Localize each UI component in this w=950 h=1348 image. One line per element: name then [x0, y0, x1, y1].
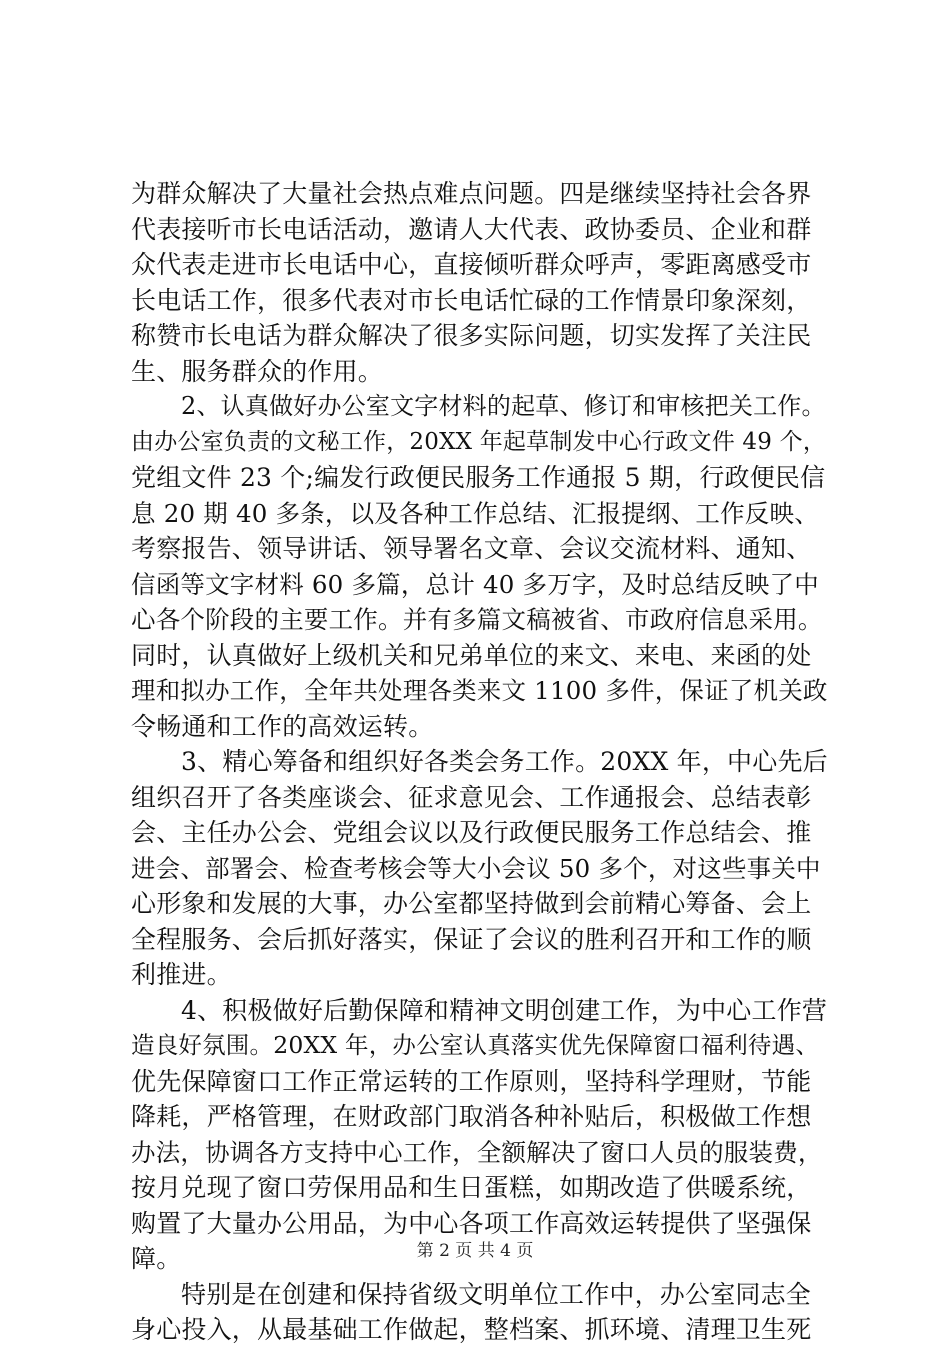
- text-line: 众代表走进市长电话中心，直接倾听群众呼声，零距离感受市: [131, 250, 812, 279]
- text-line: 按月兑现了窗口劳保用品和生日蛋糕，如期改造了供暖系统，: [131, 1173, 812, 1202]
- page-number: 第 2 页 共 4 页: [416, 1241, 534, 1261]
- text-line: 障。: [131, 1244, 182, 1273]
- text-line: 考察报告、领导讲话、领导署名文章、会议交流材料、通知、: [131, 534, 812, 563]
- paragraph-heading-4: 4、积极做好后勤保障和精神文明创建工作，为中心工作营: [181, 995, 828, 1025]
- paragraph-heading-2: 2、认真做好办公室文字材料的起草、修订和审核把关工作。: [181, 392, 826, 420]
- text-line: 代表接听市长电话活动，邀请人大代表、政协委员、企业和群: [131, 214, 812, 244]
- text-line: 心各个阶段的主要工作。并有多篇文稿被省、市政府信息采用。: [131, 605, 823, 634]
- paragraph-start: 特别是在创建和保持省级文明单位工作中，办公室同志全: [181, 1279, 812, 1309]
- text-line: 降耗，严格管理，在财政部门取消各种补贴后，积极做工作想: [131, 1102, 812, 1131]
- text-line: 息 20 期 40 多条，以及各种工作总结、汇报提纲、工作反映、: [131, 498, 819, 528]
- paragraph-heading-3: 3、精心筹备和组织好各类会务工作。20XX 年，中心先后: [181, 747, 828, 776]
- text-line: 优先保障窗口工作正常运转的工作原则，坚持科学理财，节能: [131, 1066, 812, 1096]
- text-line: 为群众解决了大量社会热点难点问题。四是继续坚持社会各界: [131, 179, 812, 208]
- text-line: 会、主任办公会、党组会议以及行政便民服务工作总结会、推: [131, 818, 812, 847]
- text-line: 称赞市长电话为群众解决了很多实际问题，切实发挥了关注民: [131, 321, 812, 350]
- text-line: 令畅通和工作的高效运转。: [131, 711, 434, 741]
- text-line: 由办公室负责的文秘工作，20XX 年起草制发中心行政文件 49 个，: [131, 428, 827, 455]
- text-line: 购置了大量办公用品，为中心各项工作高效运转提供了坚强保: [131, 1208, 812, 1238]
- text-line: 生、服务群众的作用。: [131, 356, 384, 386]
- page-footer: [0, 1240, 950, 1262]
- text-line: 同时，认真做好上级机关和兄弟单位的来文、来电、来函的处: [131, 640, 812, 670]
- text-line: 身心投入，从最基础工作做起，整档案、抓环境、清理卫生死: [131, 1315, 812, 1344]
- text-line: 理和拟办工作，全年共处理各类来文 1100 多件，保证了机关政: [131, 676, 828, 705]
- text-line: 利推进。: [131, 960, 232, 989]
- text-line: 进会、部署会、检查考核会等大小会议 50 多个，对这些事关中: [131, 853, 821, 883]
- text-line: 心形象和发展的大事，办公室都坚持做到会前精心筹备、会上: [131, 889, 812, 918]
- document-body: [131, 176, 831, 1348]
- text-line: 党组文件 23 个;编发行政便民服务工作通报 5 期，行政便民信: [131, 463, 826, 492]
- text-line: 信函等文字材料 60 多篇，总计 40 多万字，及时总结反映了中: [131, 569, 819, 599]
- text-line: 全程服务、会后抓好落实，保证了会议的胜利召开和工作的顺: [131, 924, 812, 954]
- text-line: 组织召开了各类座谈会、征求意见会、工作通报会、总结表彰: [131, 782, 812, 812]
- text-line: 办法，协调各方支持中心工作，全额解决了窗口人员的服装费，: [131, 1137, 823, 1167]
- text-line: 造良好氛围。20XX 年，办公室认真落实优先保障窗口福利待遇、: [131, 1031, 820, 1059]
- text-line: 长电话工作，很多代表对市长电话忙碌的工作情景印象深刻，: [131, 285, 812, 315]
